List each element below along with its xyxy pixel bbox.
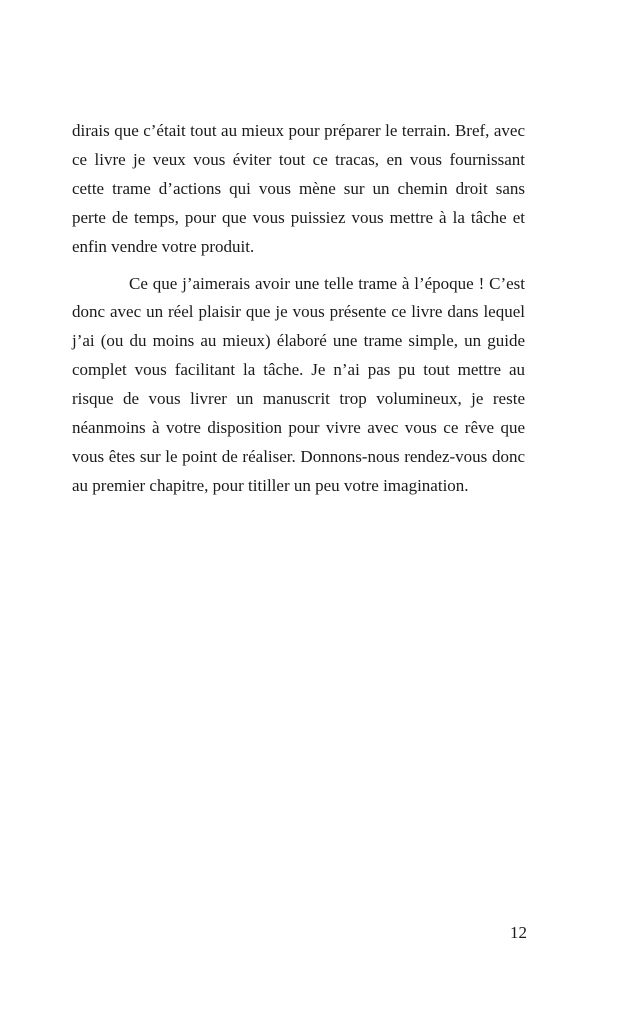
page-number: 12 (510, 923, 527, 942)
paragraph-continuation: dirais que c’était tout au mieux pour préparer le terrain. Bref, avec ce livre je veux vous éviter tout ce tracas, en vous fournissant cette trame d’actions qui vous mène sur un chemin droit sans perte de temps, pour que vous puissiez vous mettre à la tâche et enfin vendre votre produit. (72, 121, 525, 256)
paragraph-indented: Ce que j’aimerais avoir une telle trame à l’époque ! C’est donc avec un réel plaisir que je vous présente ce livre dans lequel j’ai (ou du moins au mieux) élaboré une trame simple, un guide complet vous facilitant la tâche. Je n’ai pas pu tout mettre au risque de vous livrer un manuscrit trop volumineux, je reste néanmoins à votre disposition pour vivre avec vous ce rêve que vous êtes sur le point de réaliser. Donnons-nous rendez-vous donc au premier chapitre, pour titiller un peu votre imagination. (72, 273, 525, 495)
body-text (72, 117, 525, 501)
